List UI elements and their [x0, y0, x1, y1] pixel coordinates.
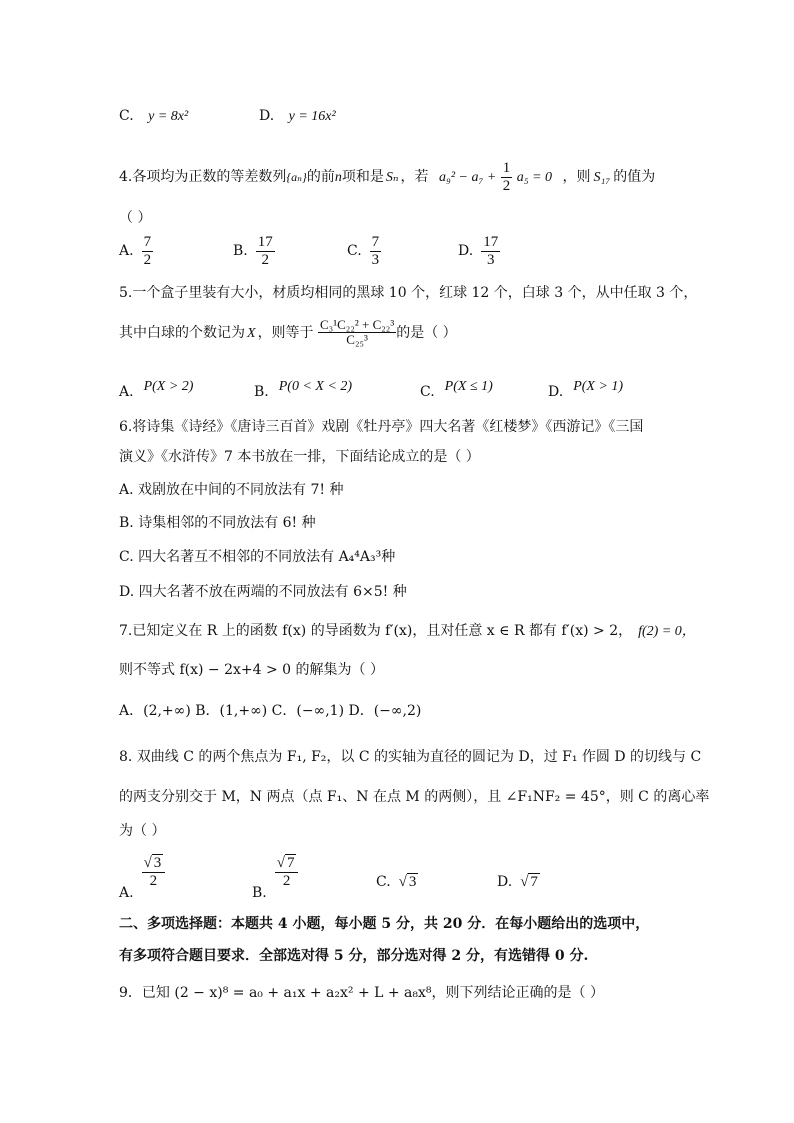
condition-fraction — [501, 160, 513, 194]
q8-line-1: 8. 双曲线 C 的两个焦点为 F₁, F₂，以 C 的实轴为直径的圆记为 D，过 F₁ 作圆 D 的切线与 C — [119, 749, 702, 765]
q4-option — [458, 234, 500, 268]
q7-line-1 — [119, 620, 696, 640]
option-label: D. — [259, 108, 275, 124]
q4-text: 的值为 — [613, 169, 656, 185]
option-label: B. — [233, 243, 248, 259]
option-expression: P(X ≤ 1) — [444, 379, 493, 394]
fraction-denominator: C₂₅³ — [346, 332, 368, 348]
q7-options: A．(2,+∞) B．(1,+∞) C．(−∞,1) D．(−∞,2) — [119, 703, 422, 719]
sqrt-expression — [275, 855, 299, 889]
option-expression: y = 8x² — [148, 109, 189, 124]
q8-option — [497, 874, 540, 891]
option-label: D. — [497, 874, 513, 890]
fraction-denominator: 2 — [149, 872, 158, 889]
fraction-numerator: √ 7 — [275, 855, 299, 873]
q5-option — [420, 378, 493, 400]
q6-option-d: D. 四大名著不放在两端的不同放法有 6×5! 种 — [119, 584, 407, 600]
option-label: B. — [254, 384, 269, 400]
condition-left: a₉² − a₇ + — [438, 170, 497, 185]
q6-line-1: 6.将诗集《诗经》《唐诗三百首》戏剧《牡丹亭》四大名著《红楼梦》《西游记》《三国 — [119, 419, 644, 435]
q6-option-b: B. 诗集相邻的不同放法有 6! 种 — [119, 515, 316, 531]
q4-text: 的前 — [306, 169, 335, 185]
sqrt-expression: √ 7 — [520, 874, 538, 890]
option-label: C. — [119, 108, 134, 124]
fraction-numerator: C₃¹C₂₂² + C₂₂³ — [320, 317, 395, 332]
q5-option — [119, 378, 194, 400]
option-fraction — [370, 234, 382, 268]
q4-option — [233, 234, 275, 268]
q6-line-2: 演义》《水浒传》7 本书放在一排，下面结论成立的是（ ） — [119, 449, 480, 465]
q5-option — [254, 378, 353, 400]
fraction-numerator: 7 — [143, 234, 152, 250]
fraction-denominator: 2 — [143, 251, 152, 268]
fraction-denominator: 2 — [261, 251, 269, 268]
q4-text: ，则 — [562, 169, 591, 185]
q8-line-3: 为（ ） — [119, 823, 166, 839]
q4-text: ，若 — [400, 169, 429, 185]
fraction-numerator: 1 — [502, 160, 511, 176]
option-label: C. — [376, 874, 391, 890]
q6-option-c: C. 四大名著互不相邻的不同放法有 A₄⁴A₃³种 — [119, 549, 396, 565]
q8-option — [119, 855, 165, 902]
q5-text: 的是（ ） — [396, 324, 457, 341]
q9-stem: 9．已知 (2 − x)⁸ = a₀ + a₁x + a₂x² + L + a₈x⁸，则下列结论正确的是（ ） — [119, 985, 604, 1001]
condition-right: a₅ = 0 — [516, 170, 553, 185]
option-label: A. — [119, 243, 134, 259]
option-label: A. — [119, 885, 134, 902]
fraction-denominator: 3 — [486, 251, 495, 268]
s17-symbol: S₁₇ — [593, 170, 611, 185]
fraction-denominator: 2 — [282, 872, 291, 889]
x-variable: X — [247, 325, 256, 341]
q4-text: 4.各项均为正数的等差数列 — [119, 169, 287, 185]
section-2-line-2: 有多项符合题目要求．全部选对得 5 分，部分选对得 2 分，有选错得 0 分. — [119, 948, 589, 964]
option-fraction — [142, 855, 166, 889]
option-fraction — [275, 855, 299, 889]
q8-option — [252, 855, 298, 902]
n-symbol: n — [334, 170, 342, 185]
fraction-denominator: 2 — [502, 177, 511, 194]
option-fraction — [142, 234, 154, 268]
q8-option — [376, 874, 418, 891]
q7-text: 7.已知定义在 R 上的函数 f(x) 的导函数为 f′(x)，且对任意 x ∈ R 都有 f′(x) > 2， — [119, 623, 633, 639]
option-expression: P(X > 1) — [573, 379, 624, 394]
q7-line-2: 则不等式 f(x) − 2x+4 > 0 的解集为（ ） — [119, 662, 384, 678]
option-label: B. — [252, 885, 267, 902]
option-label: D. — [458, 243, 474, 259]
q6-option-a: A. 戏剧放在中间的不同放法有 7! 种 — [119, 482, 344, 498]
option-expression: P(X > 2) — [143, 379, 194, 394]
option-fraction — [481, 234, 500, 268]
q3-option-d — [259, 108, 336, 125]
q4-option — [347, 234, 381, 268]
q5-fraction — [318, 318, 396, 348]
fraction-denominator: 3 — [371, 251, 380, 268]
q4-stem — [119, 160, 655, 194]
q5-line-2 — [119, 318, 457, 348]
option-expression: P(0 < X < 2) — [278, 379, 353, 394]
fraction-numerator: 7 — [371, 234, 380, 250]
sqrt-expression — [142, 855, 166, 889]
sum-symbol: Sₙ — [385, 170, 399, 185]
q5-text: 其中白球的个数记为 — [119, 324, 245, 341]
option-label: C. — [420, 384, 435, 400]
option-label: C. — [347, 243, 362, 259]
section-2-line-1: 二、多项选择题：本题共 4 小题，每小题 5 分，共 20 分．在每小题给出的选项中， — [119, 916, 650, 932]
fraction-numerator: 17 — [257, 234, 273, 250]
sequence-symbol: {aₙ} — [286, 170, 307, 184]
q7-condition: f(2) = 0， — [638, 624, 696, 639]
option-fraction — [256, 234, 275, 268]
q4-option — [119, 234, 153, 268]
q5-text: ，则等于 — [257, 324, 314, 341]
q8-line-2: 的两支分别交于 M，N 两点（点 F₁、N 在点 M 的两侧），且 ∠F₁NF₂ = 45°，则 C 的离心率 — [119, 789, 710, 805]
q4-answer-paren: （ ） — [119, 210, 152, 226]
sqrt-expression: √ 3 — [398, 874, 417, 890]
fraction-numerator: √ 3 — [142, 855, 166, 873]
fraction-numerator: 17 — [483, 234, 499, 250]
q5-option — [548, 378, 624, 400]
option-label: A. — [119, 384, 134, 400]
q3-option-c — [119, 108, 188, 125]
option-expression: y = 16x² — [288, 109, 336, 124]
q4-text: 项和是 — [341, 169, 384, 185]
q5-line-1: 5.一个盒子里装有大小，材质均相同的黑球 10 个，红球 12 个，白球 3 个，从中任取 3 个， — [119, 285, 698, 301]
option-label: D. — [548, 384, 564, 400]
